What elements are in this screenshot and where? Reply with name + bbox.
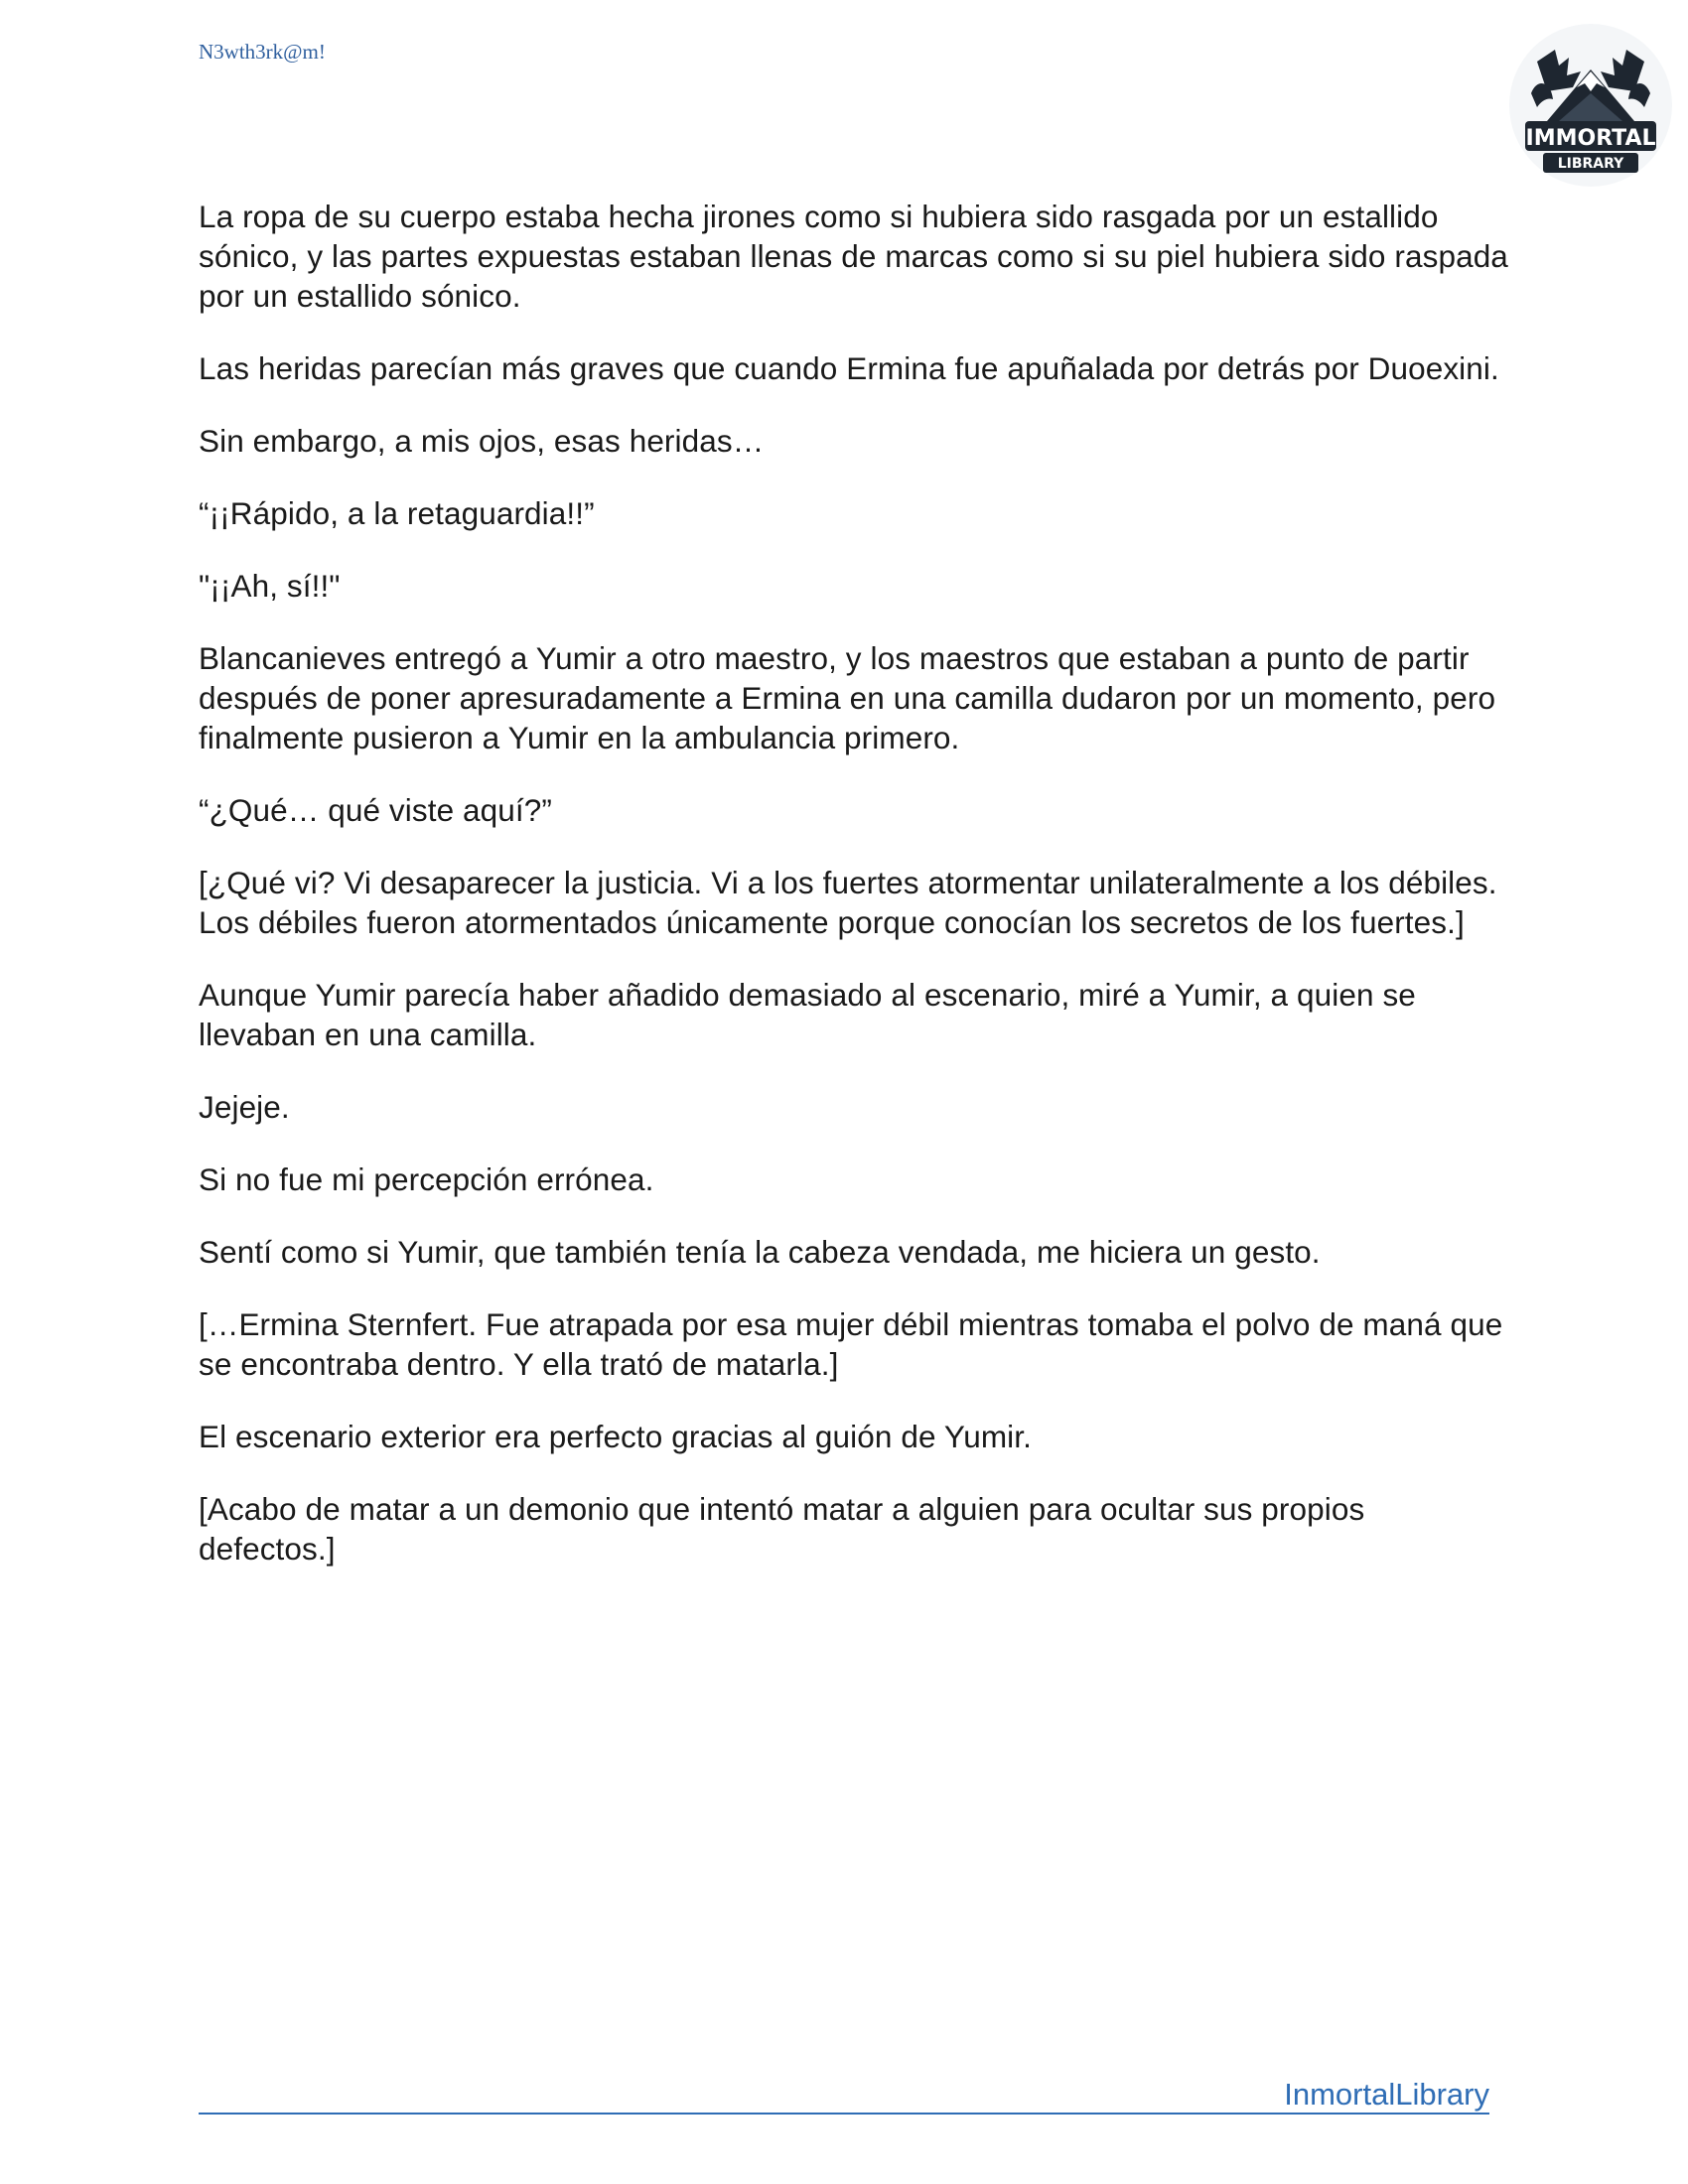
paragraph: […Ermina Sternfert. Fue atrapada por esa mujer débil mientras tomaba el polvo de maná que se encontraba dentro. Y ella trató de matarla.] — [199, 1306, 1503, 1382]
paragraph: "¡¡Ah, sí!!" — [199, 568, 341, 604]
paragraph: El escenario exterior era perfecto gracias al guión de Yumir. — [199, 1419, 1032, 1454]
document-body — [199, 197, 1509, 1601]
footer-link-line — [199, 2075, 1489, 2115]
footer-link[interactable]: InmortalLibrary — [1284, 2077, 1489, 2112]
header-tag: N3wth3rk@m! — [199, 40, 326, 64]
paragraph: La ropa de su cuerpo estaba hecha jirones como si hubiera sido rasgada por un estallido sónico, y las partes expuestas estaban llenas de marcas como si su piel hubiera sido raspada por un estallido sónico. — [199, 199, 1508, 314]
paragraph: [Acabo de matar a un demonio que intentó matar a alguien para ocultar sus propios defectos.] — [199, 1491, 1365, 1567]
immortal-library-dragon-logo-icon — [1507, 22, 1674, 189]
paragraph: “¡¡Rápido, a la retaguardia!!” — [199, 495, 595, 531]
paragraph: Sin embargo, a mis ojos, esas heridas… — [199, 423, 765, 459]
paragraph: Sentí como si Yumir, que también tenía la cabeza vendada, me hiciera un gesto. — [199, 1234, 1321, 1270]
immortal-library-logo — [1507, 22, 1674, 189]
paragraph: [¿Qué vi? Vi desaparecer la justicia. Vi a los fuertes atormentar unilateralmente a los débiles. Los débiles fueron atormentados únicamente porque conocían los secretos de los fuertes.] — [199, 865, 1497, 940]
paragraph: Aunque Yumir parecía haber añadido demasiado al escenario, miré a Yumir, a quien se llevaban en una camilla. — [199, 977, 1416, 1052]
paragraph: Si no fue mi percepción errónea. — [199, 1161, 654, 1197]
paragraph: Jejeje. — [199, 1089, 290, 1125]
logo-line1: IMMORTAL — [1525, 126, 1656, 151]
paragraph: Blancanieves entregó a Yumir a otro maestro, y los maestros que estaban a punto de partir después de poner apresuradamente a Ermina en una camilla dudaron por un momento, pero finalmente pusieron a Yumir en la ambulancia primero. — [199, 640, 1496, 755]
paragraph: “¿Qué… qué viste aquí?” — [199, 792, 552, 828]
logo-line2: LIBRARY — [1557, 156, 1624, 172]
paragraph: Las heridas parecían más graves que cuando Ermina fue apuñalada por detrás por Duoexini. — [199, 350, 1499, 386]
